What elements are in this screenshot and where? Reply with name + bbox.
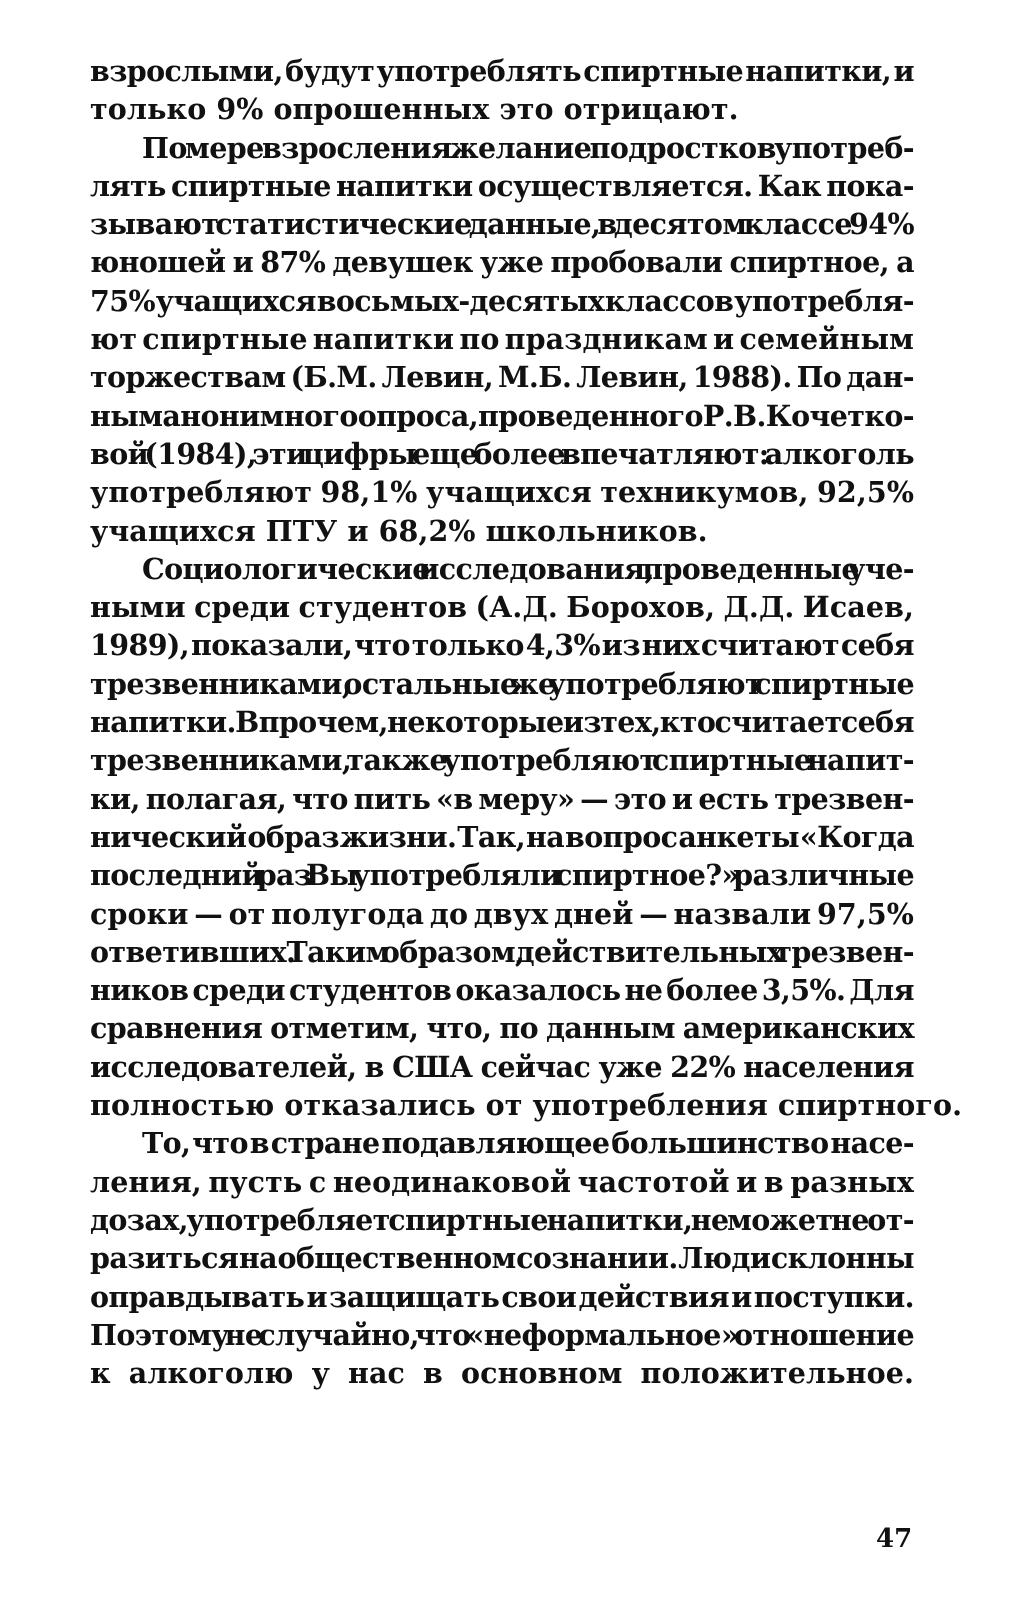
text-line: трезвенниками, остальные же употребляют спиртные bbox=[90, 666, 914, 701]
text-line: трезвенниками, также употребляют спиртные напит- bbox=[90, 743, 914, 778]
text-line: полностью отказались от употребления спиртного. bbox=[90, 1088, 963, 1123]
text-line: ников среди студентов оказалось не более 3,5%. Для bbox=[90, 973, 914, 1008]
text-line: 1989), показали, что только 4,3% из них считают себя bbox=[90, 628, 914, 663]
text-line: исследователей, в США сейчас уже 22% населения bbox=[90, 1049, 914, 1084]
text-line: Поэтому не случайно, что «неформальное» отношение bbox=[90, 1317, 914, 1352]
text-line: То, что в стране подавляющее большинство насе- bbox=[142, 1126, 914, 1161]
text-line: к алкоголю у нас в основном положительное. bbox=[90, 1356, 914, 1391]
text-line: юношей и 87% девушек уже пробовали спиртное, а bbox=[90, 245, 914, 280]
text-line: ки, полагая, что пить «в меру» — это и есть трезвен- bbox=[90, 781, 914, 816]
text-line: По мере взросления желание подростков употреб- bbox=[142, 130, 914, 165]
text-line: 75% учащихся восьмых-десятых классов употребля- bbox=[90, 283, 914, 318]
text-line: ответивших. Таким образом, действительных трезвен- bbox=[90, 934, 914, 969]
text-line: торжествам (Б.М. Левин, М.Б. Левин, 1988). По дан- bbox=[90, 360, 914, 395]
paragraph-1 bbox=[90, 52, 914, 129]
page-number: 47 bbox=[876, 1524, 913, 1554]
text-line: ными среди студентов (А.Д. Борохов, Д.Д. Исаев, bbox=[90, 590, 914, 625]
text-line: взрослыми, будут употреблять спиртные напитки, и bbox=[90, 54, 914, 88]
text-line: разиться на общественном сознании. Люди склонны bbox=[90, 1241, 914, 1276]
text-line: лять спиртные напитки осуществляется. Как пока- bbox=[90, 168, 914, 203]
text-line: вой (1984), эти цифры еще более впечатляют: алкоголь bbox=[90, 436, 914, 471]
text-line: оправдывать и защищать свои действия и поступки. bbox=[90, 1279, 914, 1314]
paragraph-2 bbox=[90, 129, 914, 550]
page-body bbox=[90, 52, 963, 1392]
text-line: учащихся ПТУ и 68,2% школьников. bbox=[90, 513, 708, 548]
text-line: зывают статистические данные, в десятом классе 94% bbox=[90, 207, 914, 242]
text-line: ным анонимного опроса, проведенного Р.В. Кочетко- bbox=[90, 398, 914, 433]
text-line: употребляют 98,1% учащихся техникумов, 92,5% bbox=[90, 475, 914, 510]
text-line: только 9% опрошенных это отрицают. bbox=[90, 92, 739, 127]
text-line: сроки — от полугода до двух дней — назвали 97,5% bbox=[90, 896, 914, 931]
paragraph-3 bbox=[90, 550, 963, 1124]
text-line: ют спиртные напитки по праздникам и семейным bbox=[90, 322, 914, 357]
text-line: сравнения отметим, что, по данным американских bbox=[90, 1011, 914, 1046]
text-line: Социологические исследования, проведенные уче- bbox=[142, 551, 914, 586]
paragraph-4 bbox=[90, 1124, 914, 1392]
text-line: нический образ жизни. Так, на вопрос анкеты «Когда bbox=[90, 819, 914, 854]
text-line: напитки. Впрочем, некоторые из тех, кто считает себя bbox=[90, 705, 914, 740]
text-line: последний раз Вы употребляли спиртное?» различные bbox=[90, 858, 914, 893]
text-line: ления, пусть с неодинаковой частотой и в разных bbox=[90, 1164, 914, 1199]
text-line: дозах, употребляет спиртные напитки, не может не от- bbox=[90, 1202, 914, 1237]
